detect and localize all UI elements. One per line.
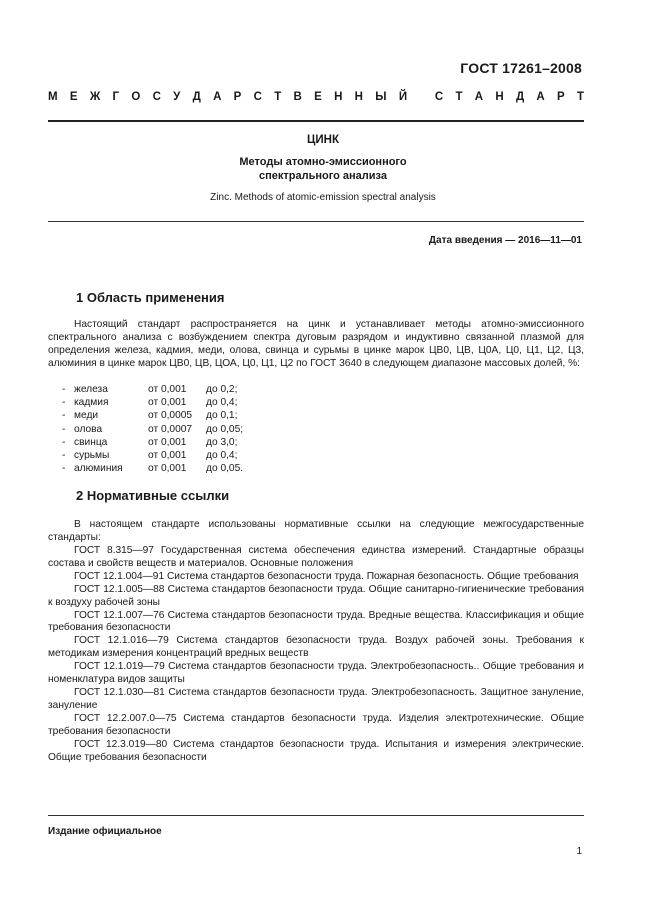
- range-from: от 0,001: [148, 450, 187, 462]
- reference-text: ГОСТ 12.1.030—81 Система стандартов безопасности труда. Электробезопасность. Защитное зануление, зануление: [48, 686, 584, 711]
- document-title: ЦИНК: [307, 134, 339, 146]
- edition-label: Издание официальное: [48, 826, 162, 837]
- reference-item: [48, 739, 584, 765]
- standard-type-letter: С: [253, 91, 262, 103]
- reference-item: [48, 713, 584, 739]
- reference-text: ГОСТ 12.1.016—79 Система стандартов безопасности труда. Воздух рабочей зоны. Требования к методикам измерения концентраций вредных веществ: [48, 635, 584, 660]
- reference-text: ГОСТ 12.1.005—88 Система стандартов безопасности труда. Общие санитарно-гигиенические требования к воздуху рабочей зоны: [48, 583, 584, 608]
- standard-type-letter: Н: [495, 91, 504, 103]
- element-name: олова: [74, 423, 103, 435]
- element-name: сурьмы: [74, 450, 110, 462]
- reference-text: ГОСТ 8.315—97 Государственная система обеспечения единства измерений. Стандартные образцы состава и свойств веществ и материалов. Основные положения: [48, 545, 584, 569]
- range-to: до 3,0;: [206, 436, 238, 448]
- references-list: [48, 545, 584, 764]
- element-range-item: [62, 396, 266, 409]
- title-rule: [48, 221, 584, 222]
- standard-type-letter: Г: [112, 91, 120, 103]
- element-range-list: [62, 383, 266, 475]
- reference-text: ГОСТ 12.1.004—91 Система стандартов безопасности труда. Пожарная безопасность. Общие требования: [74, 570, 579, 582]
- subtitle-line-1: Методы атомно-эмиссионного: [239, 156, 407, 168]
- section-2-heading: 2 Нормативные ссылки: [76, 488, 230, 503]
- standard-type-letter: Д: [192, 91, 201, 103]
- range-to: до 0,4;: [206, 450, 238, 462]
- element-range-item: [62, 409, 266, 422]
- range-to: до 0,05.: [206, 463, 244, 475]
- reference-item: [48, 687, 584, 713]
- element-name: кадмия: [74, 397, 109, 409]
- range-from: от 0,001: [148, 384, 187, 395]
- reference-item: [48, 545, 584, 571]
- page-number: 1: [576, 846, 582, 857]
- standard-type-letter: Р: [233, 91, 242, 103]
- reference-item: [48, 635, 584, 661]
- range-to: до 0,1;: [206, 410, 238, 422]
- element-range-item: [62, 423, 266, 436]
- section-1-heading: 1 Область применения: [76, 290, 225, 305]
- reference-text: ГОСТ 12.2.007.0—75 Система стандартов безопасности труда. Изделия электротехнические. Общие требования безопасности: [48, 712, 584, 737]
- standard-type-letter: Ж: [89, 91, 101, 103]
- standard-type-letter: О: [131, 91, 141, 103]
- reference-item: [48, 584, 584, 610]
- range-from: от 0,0005: [148, 410, 193, 422]
- standard-type-letter: Й: [398, 91, 408, 103]
- references-intro-text: В настоящем стандарте использованы нормативные ссылки на следующие межгосударственные стандарты:: [48, 519, 584, 543]
- header-rule: [48, 120, 584, 122]
- range-from: от 0,001: [148, 436, 187, 448]
- list-dash: -: [62, 436, 66, 448]
- standard-type-letter: Т: [576, 91, 584, 103]
- document-subtitle: [0, 155, 646, 183]
- standard-type-letter: У: [173, 91, 181, 103]
- reference-item: [48, 571, 584, 584]
- list-dash: -: [62, 450, 66, 462]
- list-dash: -: [62, 410, 66, 422]
- list-dash: -: [62, 463, 66, 475]
- standard-type-letter: Т: [455, 91, 463, 103]
- range-from: от 0,001: [148, 397, 187, 409]
- document-title-english: Zinc. Methods of atomic-emission spectral analysis: [210, 192, 436, 203]
- standard-type-letter: С: [152, 91, 161, 103]
- standard-type-letter: А: [213, 91, 222, 103]
- reference-text: ГОСТ 12.1.019—79 Система стандартов безопасности труда. Электробезопасность.. Общие требования и номенклатура видов защиты: [48, 661, 584, 686]
- scope-paragraph: [48, 318, 584, 370]
- subtitle-line-2: спектрального анализа: [258, 170, 387, 182]
- standard-type-letter: С: [434, 91, 444, 103]
- list-dash: -: [62, 397, 66, 409]
- range-to: до 0,2;: [206, 384, 238, 395]
- range-to: до 0,4;: [206, 397, 238, 409]
- element-name: свинца: [74, 436, 108, 448]
- list-dash: -: [62, 384, 66, 395]
- element-name: меди: [74, 410, 99, 422]
- standard-type-letter: В: [293, 91, 302, 103]
- range-to: до 0,05;: [206, 423, 244, 435]
- standard-type-letter: Н: [334, 91, 343, 103]
- element-name: алюминия: [74, 463, 123, 475]
- standard-type-letter: М: [48, 91, 58, 103]
- standard-type-letter: Р: [557, 91, 565, 103]
- standard-type-letter: А: [474, 91, 484, 103]
- range-from: от 0,001: [148, 463, 187, 475]
- reference-text: ГОСТ 12.1.007—76 Система стандартов безопасности труда. Вредные вещества. Классификация и общие требования безопасности: [48, 609, 584, 634]
- reference-item: [48, 610, 584, 636]
- standard-type-heading: [48, 91, 584, 103]
- references-intro-paragraph: [48, 518, 584, 544]
- introduction-date: Дата введения — 2016—11—01: [428, 235, 582, 246]
- reference-item: [48, 661, 584, 687]
- standard-type-letter: А: [536, 91, 545, 103]
- range-from: от 0,0007: [148, 423, 193, 435]
- list-dash: -: [62, 423, 66, 435]
- element-range-item: [62, 436, 266, 449]
- element-range-item: [62, 462, 266, 475]
- reference-text: ГОСТ 12.3.019—80 Система стандартов безопасности труда. Испытания и измерения электрические. Общие требования безопасности: [48, 738, 584, 763]
- element-range-item: [62, 383, 266, 396]
- standard-type-letter: Д: [515, 91, 525, 103]
- standard-type-letter: Н: [354, 91, 363, 103]
- gost-number: ГОСТ 17261–2008: [460, 60, 582, 76]
- element-range-item: [62, 449, 266, 462]
- standard-type-letter: Ы: [375, 91, 387, 103]
- standard-type-letter: Е: [69, 91, 78, 103]
- footer-rule: [48, 815, 584, 816]
- element-name: железа: [74, 384, 108, 395]
- standard-type-letter: Т: [274, 91, 282, 103]
- scope-text: Настоящий стандарт распространяется на цинк и устанавливает методы атомно-эмиссионного спектрального анализа с возбуждением спектра дуговым разрядом и индуктивно связанной плазмой для определения железа, кадмия, меди, олова, свинца и сурьмы в цинке марок ЦВ0, ЦВ, Ц0А, Ц0, Ц1, Ц2, Ц3, алюминия в цинке марок ЦВ0, ЦВ, ЦОА, Ц0, Ц1, Ц2 по ГОСТ 3640 в следующем диапазоне массовых долей, %:: [48, 319, 584, 369]
- standard-type-letter: [419, 91, 422, 103]
- standard-type-letter: Е: [314, 91, 322, 103]
